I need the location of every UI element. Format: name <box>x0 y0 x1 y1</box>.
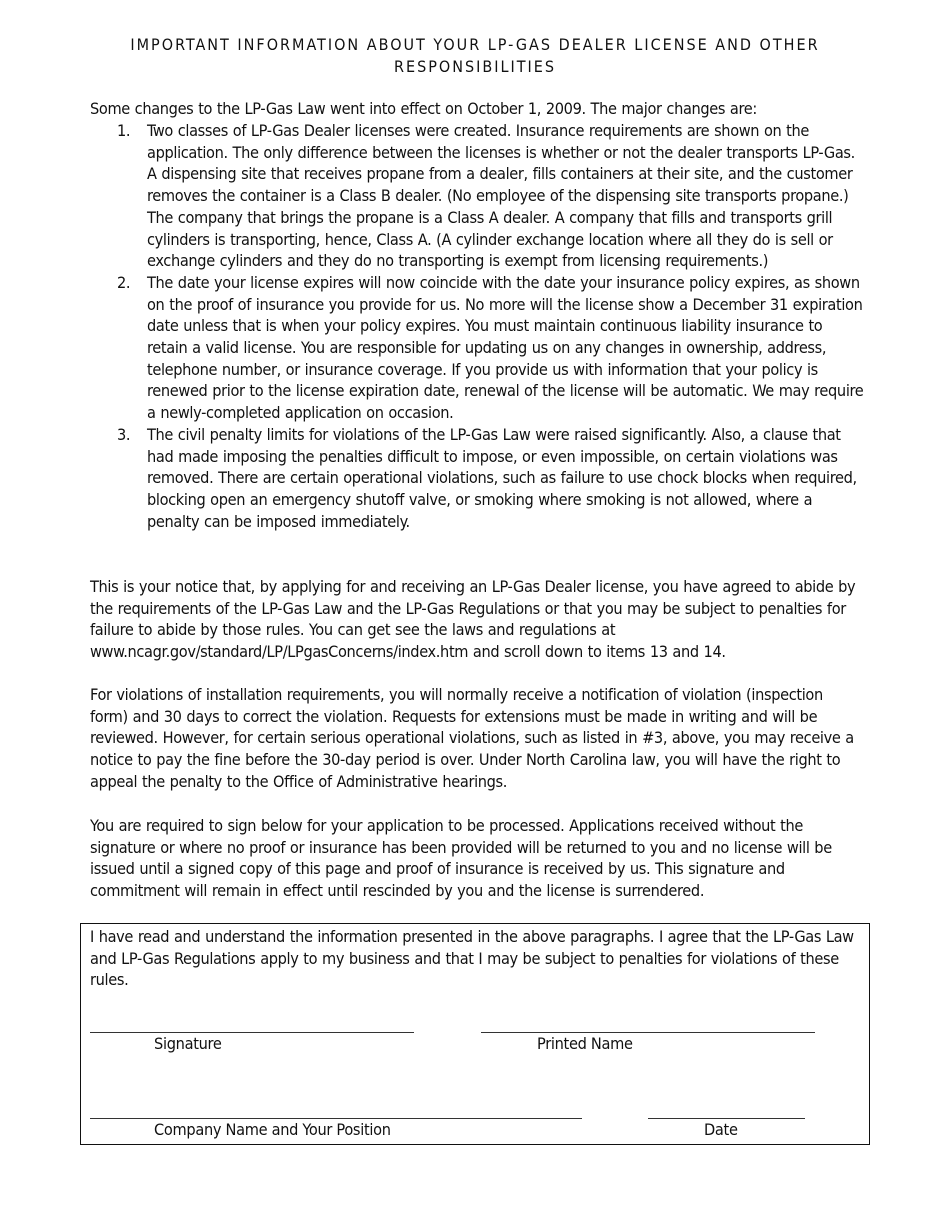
list-item-number: 2. <box>117 272 131 292</box>
page-title: IMPORTANT INFORMATION ABOUT YOUR LP-GAS DEALER LICENSE AND OTHER RESPONSIBILITIES <box>130 35 820 76</box>
acknowledgment-box <box>80 923 870 1145</box>
company-position-line[interactable] <box>90 1118 582 1119</box>
changes-list <box>90 120 865 532</box>
list-item-number: 3. <box>117 424 131 444</box>
signature-line[interactable] <box>90 1032 414 1033</box>
violations-paragraph: For violations of installation requirements, you will normally receive a notification of violation (inspection form) and 30 days to correct the violation. Requests for extensions must be made in writing and will be reviewed. However, for certain serious operational violations, such as listed in #3, above, you may receive a notice to pay the fine before the 30-day period is over. Under North Carolina law, you will have the right to appeal the penalty to the Office of Administrative hearings. <box>90 685 854 791</box>
list-item-text: The civil penalty limits for violations of the LP-Gas Law were raised significantly. Also, a clause that had made imposing the penalties difficult to impose, or even impossible, on certain violations was removed. There are certain operational violations, such as failure to use chock blocks when required, blocking open an emergency shutoff valve, or smoking where smoking is not allowed, where a penalty can be imposed immediately. <box>147 424 857 531</box>
date-line[interactable] <box>648 1118 805 1119</box>
list-item <box>90 120 865 272</box>
list-item <box>90 272 865 424</box>
list-item-number: 1. <box>117 121 131 140</box>
signature-label: Signature <box>154 1034 222 1053</box>
intro-paragraph: Some changes to the LP-Gas Law went into effect on October 1, 2009. The major changes are: <box>90 99 757 118</box>
list-item-text: Two classes of LP-Gas Dealer licenses were created. Insurance requirements are shown on the application. The only difference between the licenses is whether or not the dealer transports LP-Gas. A dispensing site that receives propane from a dealer, fills containers at their site, and the customer removes the container is a Class B dealer. (No employee of the dispensing site transports propane.) The company that brings the propane is a Class A dealer. A company that fills and transports grill cylinders is transporting, hence, Class A. (A cylinder exchange location where all they do is sell or exchange cylinders and they do no transporting is exempt from licensing requirements.) <box>147 121 855 271</box>
signature-requirement-paragraph: You are required to sign below for your application to be processed. Applications received without the signature or where no proof or insurance has been provided will be returned to you and no license will be issued until a signed copy of this page and proof of insurance is received by us. This signature and commitment will remain in effect until rescinded by you and the license is surrendered. <box>90 816 832 901</box>
list-item <box>90 424 865 533</box>
company-position-label: Company Name and Your Position <box>154 1120 391 1139</box>
notice-paragraph: This is your notice that, by applying for and receiving an LP-Gas Dealer license, you have agreed to abide by the requirements of the LP-Gas Law and the LP-Gas Regulations or that you may be subject to penalties for failure to abide by those rules. You can get see the laws and regulations at www.ncagr.gov/standard/LP/LPgasConcerns/index.htm and scroll down to items 13 and 14. <box>90 577 856 662</box>
printed-name-line[interactable] <box>481 1032 815 1033</box>
printed-name-label: Printed Name <box>537 1034 633 1053</box>
list-item-text: The date your license expires will now coincide with the date your insurance policy expires, as shown on the proof of insurance you provide for us. No more will the license show a December 31 expiration date unless that is when your policy expires. You must maintain continuous liability insurance to retain a valid license. You are responsible for updating us on any changes in ownership, address, telephone number, or insurance coverage. If you provide us with information that your policy is renewed prior to the license expiration date, renewal of the license will be automatic. We may require a newly-completed application on occasion. <box>147 272 864 423</box>
acknowledgment-statement: I have read and understand the information presented in the above paragraphs. I agree that the LP-Gas Law and LP-Gas Regulations apply to my business and that I may be subject to penalties for violations of these rules. <box>90 927 854 990</box>
date-label: Date <box>704 1120 738 1139</box>
